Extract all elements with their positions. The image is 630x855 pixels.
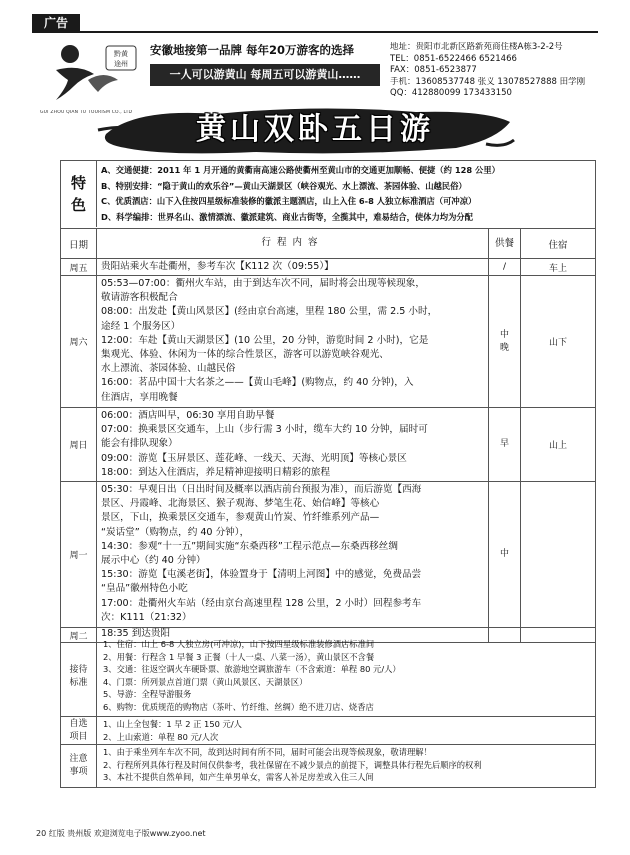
standard-item: 4、门票：所列景点首道门票（黄山风景区、天湖景区） [103,676,308,687]
itinerary-header-row [61,229,595,259]
contact-tel: TEL：0851-6522466 6521466 [390,53,517,64]
itinerary-row-sat: 周六 05:53—07:00：衢州火车站，由于到达车次不同，届时将会出现等候现象， 敬请游客积极配合 08:00：出发赴【黄山风景区】(经由京台高速，里程 180 公里，需 2.5 小时， 途经 1 个服务区） 12:00：车赴【黄山天湖景区】(10 公里，20 分钟，游览时间 2 小时)，它是 集观光、体验、休闲为一体的综合性景区，游客可以游览峡谷观光、 水上漂流、茶园体验、山越民俗 16:00：茗品中国十大名茶之——【黄山毛峰】(购物点，约 40 分钟)，入 住酒店，享用晚餐 中 晚 山下 [61,276,595,408]
feature-item: C、优质酒店：山下入住按四星级标准装修的徽派主题酒店，山上入住 6-8 人独立标准酒店（可冲凉） [101,196,477,206]
features-section [60,160,596,228]
svg-text:途州: 途州 [114,60,128,68]
standard-item: 5、导游：全程导游服务 [103,689,192,700]
feature-item: A、交通便捷：2011 年 1 月开通的黄衢南高速公路使衢州至黄山市的交通更加顺畅、便捷（约 128 公里） [101,165,500,175]
header-trip: 行程内容 [97,229,489,258]
optional-item: 2、上山索道：单程 80 元/人次 [103,731,219,742]
header-day: 日期 [61,229,97,258]
standard-item: 3、交通：往返空调火车硬卧票、旅游地空调旅游车（不含索道：单程 80 元/人） [103,664,401,675]
feature-item: D、科学编排：世界名山、激情漂流、徽派建筑、商业古街等，全揽其中，难易结合，使体力均为分配 [101,211,473,222]
note-item: 2、行程所列具体行程及时间仅供参考，我社保留在不减少景点的前提下，调整具体行程先后顺序的权利 [103,759,482,770]
standard-item: 1、住宿：山上 6-8 人独立房(可冲凉)，山下按四星级标准装修酒店标准间 [103,639,375,649]
info-table [60,637,596,788]
page-footer: 20 红版 贵州版 欢迎浏览电子版www.zyoo.net [36,829,206,838]
note-item: 1、由于乘坐列车车次不同，故到达时间有所不同，届时可能会出现等候现象，敬请理解！ [103,747,432,757]
svg-text:黔黄: 黔黄 [114,50,128,58]
features-list [101,163,593,225]
feature-item: B、特别安排：“隐于黄山的欢乐谷”—黄山天湖景区（峡谷观光、水上漂流、茶园体验、山越民俗） [101,180,467,191]
features-label: 特 色 [61,161,97,227]
optional-label: 自选 项目 [61,717,97,744]
note-item: 3、本社不提供自然单间，如产生单男单女，需客人补足房差或入住三人间 [103,772,374,783]
optional-item: 1、山上全包餐：1 早 2 正 150 元/人 [103,719,242,729]
header-meal: 供餐 [489,229,521,258]
slogan-headline: 安徽地接第一品牌 每年20万游客的选择 [150,43,355,57]
itinerary-row-fri: 周五 贵阳站乘火车赴衢州，参考车次【K112 次（09:55）】 / 车上 [61,259,595,276]
itinerary-table [60,228,596,643]
standard-item: 2、用餐：行程含 1 早餐 3 正餐（十人一桌、八菜一汤），黄山景区不含餐 [103,651,375,662]
page-title: 黄山双卧五日游 [196,112,434,147]
notes-label: 注意 事项 [61,745,97,787]
notes-row [61,745,595,787]
slogan-banner: 一人可以游黄山 每周五可以游黄山…… [150,64,380,86]
optional-row [61,717,595,745]
company-logo [48,40,140,108]
contact-fax: FAX：0851-6523877 [390,65,477,76]
header-stay: 住宿 [548,239,568,251]
contact-mobile: 手机：13608537748 张义 13078527888 田学刚 [390,76,586,87]
standard-item: 6、购物：优质规范的购物店（茶叶、竹纤维、丝绸）绝不进刀店、烧香店 [103,701,374,712]
contact-qq: QQ：412880099 173433150 [390,88,512,99]
itinerary-row-sun: 周日 06:00：酒店叫早，06:30 享用自助早餐 07:00：换乘景区交通车，上山（步行需 3 小时，缆车大约 10 分钟，届时可 能会有排队现象） 09:00：游览【玉屏景区、莲花峰、一线天、天海、光明顶】等核心景区 18:00：到达入住酒店，养足精神迎接明日精彩的旅程 早 山上 [61,408,595,482]
header-rule [32,31,598,33]
standards-label: 接待 标准 [61,637,97,716]
contact-address: 地址：贵阳市北新区路新苑商住楼A栋3-2-2号 [390,42,563,52]
itinerary-row-mon: 周一 05:30：早观日出（日出时间及概率以酒店前台预报为准），而后游览【西海 景区、丹霞峰、北海景区、猴子观海、梦笔生花、始信峰】等核心 景区，下山，换乘景区交通车，参观黄山竹炭、竹纤维系列产品— “炭话堂”（购物点，约 40 分钟）， 14:30：参观“十一五”期间实施“东桑西移”工程示范点—东桑西移丝绸 展示中心（约 40 分钟） 15:30：游览【屯溪老街】，体验置身于【清明上河图】中的感觉，免费品尝 “皇品”徽州特色小吃 17:00：赴衢州火车站（经由京台高速里程 128 公里，2 小时）回程参考车 次：K111（21:32） 中 [61,482,595,628]
ad-tab: 广告 [32,14,80,32]
contact-block [390,42,600,100]
standards-row [61,637,595,717]
itinerary-row-tue: 周二 18:35 到达贵阳 [61,628,595,642]
logo-english-name: GUI ZHOU QIAN TU TOURISM CO., LTD [40,110,133,115]
